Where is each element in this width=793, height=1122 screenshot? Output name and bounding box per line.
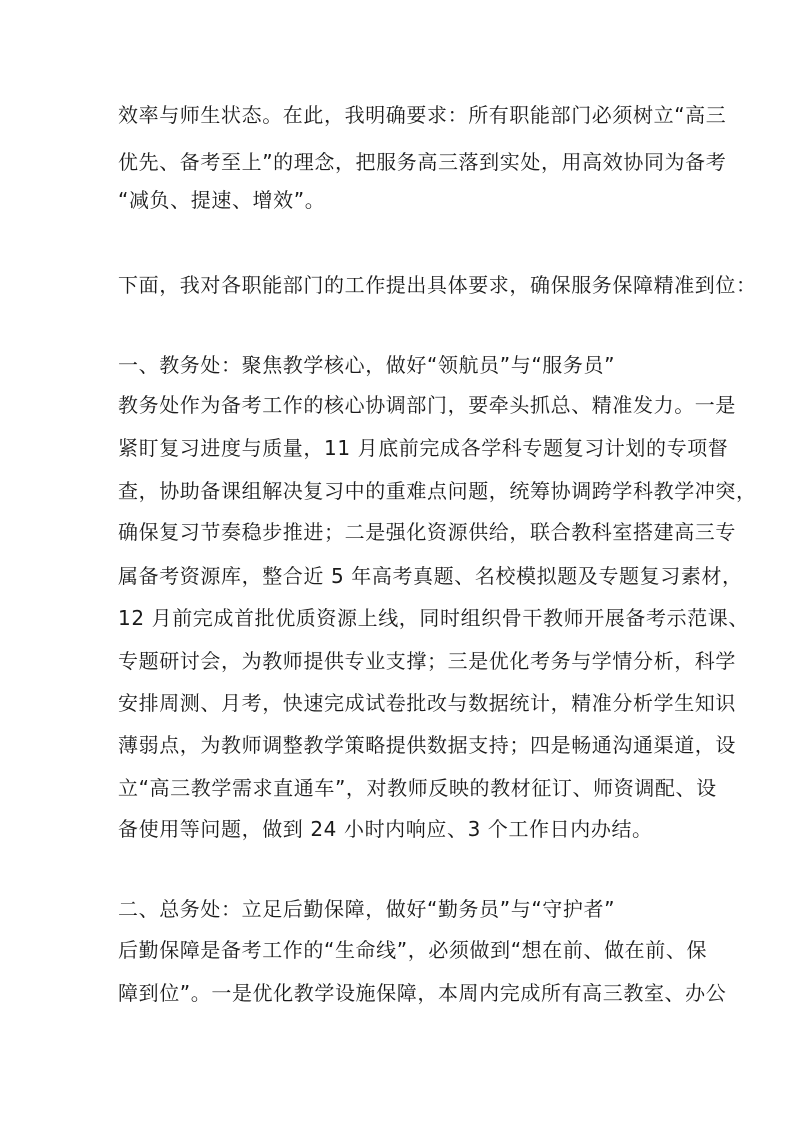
transition-line: 下面，我对各职能部门的工作提出具体要求，确保服务保障精准到位： xyxy=(118,273,757,297)
section-1-line-2: 紧盯复习进度与质量，11 月底前完成各学科专题复习计划的专项督 xyxy=(118,436,729,460)
section-1-line-1: 教务处作为备考工作的核心协调部门，要牵头抓总、精准发力。一是 xyxy=(118,393,736,417)
intro-line-1: 效率与师生状态。在此，我明确要求：所有职能部门必须树立“高三 xyxy=(118,103,727,127)
section-2-heading: 二、总务处：立足后勤保障，做好“勤务员”与“守护者” xyxy=(118,897,616,921)
section-1-line-4: 确保复习节奏稳步推进；二是强化资源供给，联合教科室搭建高三专 xyxy=(118,520,736,544)
section-1-line-10: 立“高三教学需求直通车”，对教师反映的教材征订、师资调配、设 xyxy=(118,776,717,800)
section-2-line-1: 后勤保障是备考工作的“生命线”，必须做到“想在前、做在前、保 xyxy=(118,938,708,962)
intro-line-2: 优先、备考至上”的理念，把服务高三落到实处，用高效协同为备考 xyxy=(118,150,727,174)
section-2-line-2: 障到位”。一是优化教学设施保障，本周内完成所有高三教室、办公 xyxy=(118,981,727,1005)
section-1-line-5: 属备考资源库，整合近 5 年高考真题、名校模拟题及专题复习素材， xyxy=(118,564,743,588)
section-1-line-3: 查，协助备课组解决复习中的重难点问题，统筹协调跨学科教学冲突， xyxy=(118,479,757,503)
section-1-heading: 一、教务处：聚焦教学核心，做好“领航员”与“服务员” xyxy=(118,353,616,377)
section-1-line-7: 专题研讨会，为教师提供专业支撑；三是优化考务与学情分析，科学 xyxy=(118,649,736,673)
section-1-line-6: 12 月前完成首批优质资源上线，同时组织骨干教师开展备考示范课、 xyxy=(118,606,750,630)
section-1-line-9: 薄弱点，为教师调整教学策略提供数据支持；四是畅通沟通渠道，设 xyxy=(118,733,736,757)
section-1-line-8: 安排周测、月考，快速完成试卷批改与数据统计，精准分析学生知识 xyxy=(118,691,736,715)
intro-line-3: “减负、提速、增效”。 xyxy=(118,188,326,212)
section-1-line-11: 备使用等问题，做到 24 小时内响应、3 个工作日内办结。 xyxy=(118,817,653,841)
